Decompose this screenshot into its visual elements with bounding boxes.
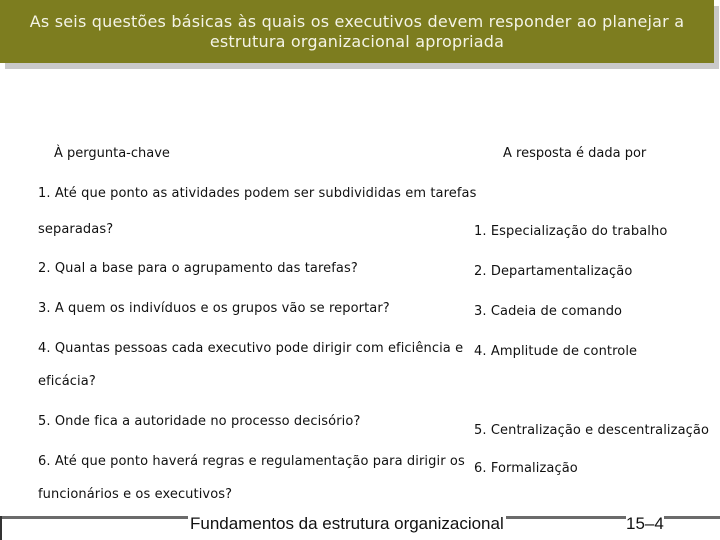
question-1-line-1: 1. Até que ponto as atividades podem ser subdivididas em tarefas <box>38 186 477 201</box>
footer-left-mark <box>0 516 2 540</box>
answer-4: 4. Amplitude de controle <box>474 344 638 359</box>
question-6-line-1: 6. Até que ponto haverá regras e regulamentação para dirigir os <box>38 454 465 469</box>
answer-1: 1. Especialização do trabalho <box>474 224 668 239</box>
answer-6: 6. Formalização <box>474 461 578 476</box>
question-3: 3. A quem os indivíduos e os grupos vão se reportar? <box>38 301 390 316</box>
slide-title-line-1: As seis questões básicas às quais os executivos devem responder ao planejar a <box>29 12 685 31</box>
question-4-line-1: 4. Quantas pessoas cada executivo pode dirigir com eficiência e <box>38 341 464 356</box>
question-4-line-2: eficácia? <box>38 374 96 389</box>
question-5: 5. Onde fica a autoridade no processo decisório? <box>38 414 361 429</box>
footer-title: Fundamentos da estrutura organizacional <box>190 514 504 533</box>
answer-column-header: A resposta é dada por <box>503 146 647 161</box>
question-column-header: À pergunta-chave <box>54 146 170 161</box>
slide-title-bar <box>0 0 714 63</box>
answer-3: 3. Cadeia de comando <box>474 304 623 319</box>
question-2: 2. Qual a base para o agrupamento das tarefas? <box>38 261 358 276</box>
question-6-line-2: funcionários e os executivos? <box>38 487 233 502</box>
question-1-line-2: separadas? <box>38 222 114 237</box>
answer-2: 2. Departamentalização <box>474 264 633 279</box>
slide-number: 15–4 <box>626 514 664 533</box>
slide-title-line-2: estrutura organizacional apropriada <box>209 32 505 51</box>
answer-5: 5. Centralização e descentralização <box>474 423 709 438</box>
